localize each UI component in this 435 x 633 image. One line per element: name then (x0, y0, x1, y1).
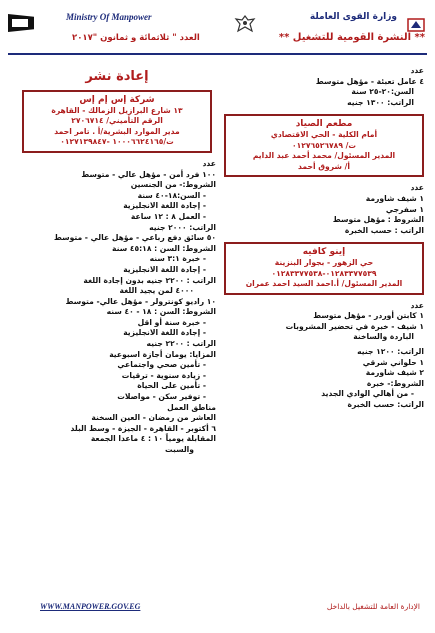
job-line: المزايا: يومان أجازة اسبوعية (109, 349, 216, 359)
job-line: - العمل ٨ : ١٢ ساعة (130, 211, 206, 221)
job-line: - السن:١٨-٤٠ سنة (137, 190, 206, 200)
job-line: الباردة والساخنة (353, 332, 414, 342)
job-line: الشروط: السن : ٤٥:١٨ سنة (112, 243, 216, 253)
job-line: ١ شيف شاورمة (365, 193, 424, 203)
job-line: الراتب: ١٣٠٠ جنيه (347, 97, 414, 107)
job-line: الراتب: ٢٠٠٠ جنيه (149, 222, 216, 232)
job-line: الراتب: ١٢٠٠ جنيه (357, 347, 424, 357)
page-footer (40, 602, 420, 616)
job-line: ١٠٠ فرد أمن - مؤهل عالي - متوسط (81, 169, 216, 179)
job-line: - تأمين صحي واجتماعي (117, 360, 206, 370)
job-line: الشروط:- خبرة (366, 378, 424, 388)
job-line: العاشر من رمضان - العين السخنة (91, 413, 216, 423)
job-line: - خبرة سنة أو اقل (137, 317, 206, 327)
job-line: عدد (410, 183, 424, 193)
job-line: ٥٠ سائق دفع رباعي - مؤهل عالي - متوسط (54, 233, 216, 243)
job-line: السن:٢٠-٢٥ سنة (351, 87, 414, 97)
restaurant-contact-box (224, 114, 424, 177)
job-line: - تأمين على الحياة (137, 381, 206, 391)
cafe-phone: ٠١٢٨٣٣٧٧٥٣٩-٠١٢٨٣٣٧٧٥٣٨ (271, 268, 377, 278)
job-line: الراتب: حسب الخبرة (347, 400, 424, 410)
cafe-contact-box (224, 242, 424, 294)
job-line: عدد (410, 300, 424, 310)
flag-icon (8, 14, 34, 32)
bulletin-title: ** النشرة القومية للتشغيل ** (278, 32, 425, 43)
cafe-address: حي الزهور - بجوار البنزينة (274, 257, 374, 267)
job-line: الراتب : ٢٢٠٠ جنيه (146, 339, 216, 349)
header-row-top (8, 12, 427, 28)
job-line: الراتب : ٢٢٠٠ جنيه بدون إجادة اللغة (83, 275, 216, 285)
job-line: ٦ أكتوبر - القاهرة - الجيزة - وسط البلد (70, 423, 216, 433)
ministry-name-arabic: وزارة القوى العاملة (309, 12, 397, 22)
website-link[interactable]: WWW.MANPOWER.GOV.EG (40, 602, 141, 611)
job-line: الشروط:- من الجنسين (130, 180, 216, 190)
job-line: - توفير سكن - مواصلات (117, 392, 206, 402)
job-line: ١ حلواني شرقي (362, 357, 424, 367)
left-column (18, 66, 216, 456)
job-line: والسبت (164, 445, 194, 454)
department-name: الإدارة العامة للتشغيل بالداخل (326, 602, 420, 611)
job-line: عدد (202, 158, 216, 168)
job-line: - إجادة اللغة الانجليزية (123, 201, 206, 211)
restaurant-address: أمام الكلية - الحي الاقتصادي (270, 129, 378, 139)
job-line: ١ شيف - خبرة في تحضير المشروبات (285, 321, 424, 331)
job-line: ٢ شيف شاورمة (365, 368, 424, 378)
job-line: مناطق العمل (167, 402, 216, 412)
company-address: ١٣ شارع البرازيل الزمالك - القاهرة (51, 105, 183, 115)
eagle-emblem-icon (234, 14, 256, 34)
cafe-manager: المدير المسئول/ أ.احمد السيد احمد عمران (245, 279, 403, 289)
job-line: ١ كابتن أوردر - مؤهل متوسط (313, 311, 424, 321)
job-line: الشروط: السن : ١٨ - ٤٠ سنه (106, 307, 216, 317)
restaurant-contact: أ/ شروق أحمد (298, 161, 350, 171)
job-line: المقابلة يومياً ١٠ : ٤ ماعدا الجمعة (90, 434, 216, 444)
restaurant-name: مطعم الصياد (295, 119, 353, 130)
restaurant-manager: المدير المسئول/ محمد أحمد عبد الدايم (252, 151, 396, 161)
right-column (224, 66, 424, 411)
company-name: شركة إس إم إس (79, 95, 155, 105)
company-hr-manager: مدير الموارد البشرية/أ . تامر احمد (54, 126, 180, 136)
reissue-title: إعادة نشر (85, 69, 149, 84)
company-insurance-number: الرقم التأميني/ ٢٧٠٦٧١٤ (71, 116, 163, 126)
job-line: ١ سفرجي (385, 204, 424, 214)
header-divider (8, 53, 427, 55)
job-line: الشروط : مؤهل متوسط (332, 215, 424, 225)
issue-label: العدد " ثلاثمائة و ثمانون "٢٠١٧ (72, 33, 200, 43)
job-line: ١٠ راديو كونترولر - مؤهل عالي- متوسط (65, 296, 216, 306)
page-header (8, 6, 427, 58)
ministry-name-english: Ministry Of Manpower (66, 12, 152, 22)
cafe-name: إينو كافيه (302, 247, 346, 258)
job-line: ٤ عامل تعبئة - مؤهل متوسط (315, 76, 424, 86)
job-line: عدد (410, 66, 424, 75)
job-line: - زيادة سنوية - ترقيات (121, 370, 206, 380)
job-line: - إجادة اللغة الانجليزية (123, 264, 206, 274)
company-contact-box (22, 90, 212, 153)
job-line: - من أهالي الوادي الجديد (321, 389, 414, 399)
job-line: الراتب : حسب الخبرة (344, 225, 424, 235)
job-line: ٤٠٠٠ لمن يجيد اللغة (119, 286, 194, 296)
job-line: - إجادة اللغة الانجليزية (123, 328, 206, 338)
job-line: - خبرة ٣:١ سنه (149, 254, 206, 264)
header-row-bottom (8, 32, 427, 50)
company-phone: ت/١٠٠٠٦٦٢٤١٦٥ -٠١٢٧١٣٩٨٤٧ (60, 137, 174, 147)
restaurant-phone: ت/ ٠١٢٧٦٥٢٦٧٨٩ (291, 140, 357, 150)
